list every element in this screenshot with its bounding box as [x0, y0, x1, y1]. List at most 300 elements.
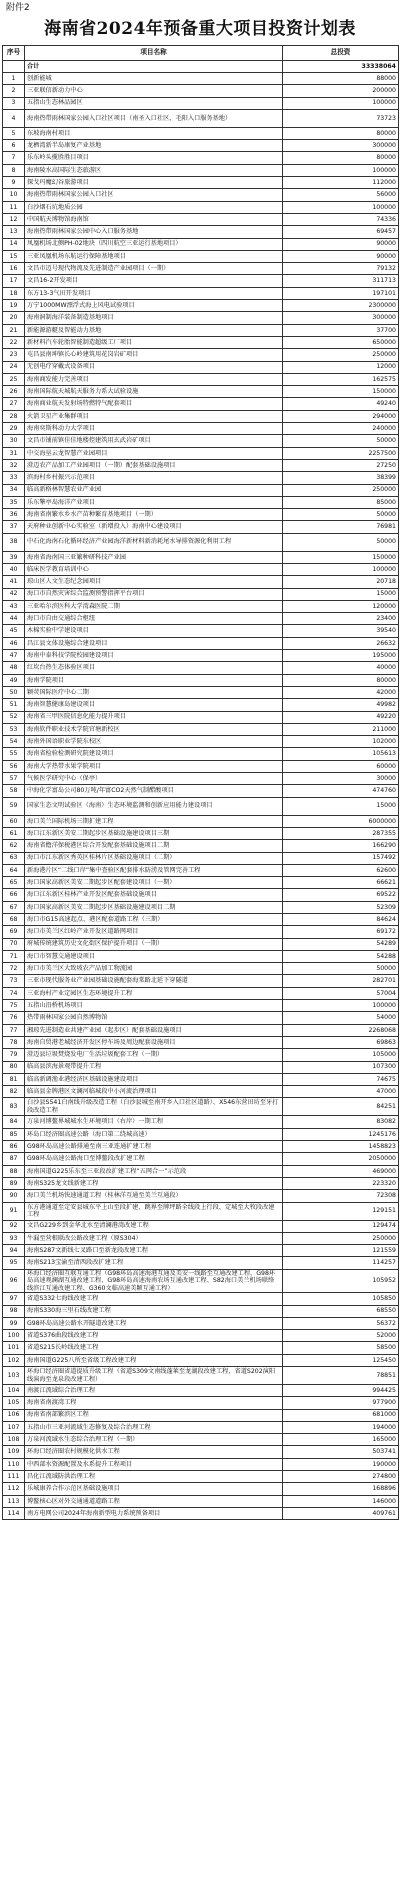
row-amount-cell: 60000 [283, 760, 399, 772]
table-row [3, 447, 399, 459]
table-row [3, 238, 399, 250]
row-index-cell: 50 [3, 686, 25, 698]
row-amount-cell: 250000 [283, 1232, 399, 1244]
row-amount-cell: 503741 [283, 1446, 399, 1458]
row-index-cell: 100 [3, 1330, 25, 1342]
row-name-cell: 五指山生态林品园区 [25, 97, 283, 109]
row-index-cell: 52 [3, 711, 25, 723]
row-index-cell: 76 [3, 1012, 25, 1024]
table-row [3, 1232, 399, 1244]
row-name-cell: G98环岛高速公路排通至南三亚连通扩建工程 [25, 1141, 283, 1153]
row-name-cell: 牛漏至营根联改公路改建工程（原S304） [25, 1232, 283, 1244]
row-amount-cell: 100000 [283, 164, 399, 176]
row-index-cell: 58 [3, 785, 25, 797]
table-row [3, 901, 399, 913]
table-row [3, 852, 399, 864]
row-amount-cell: 26632 [283, 637, 399, 649]
row-amount-cell: 681000 [283, 1409, 399, 1421]
table-row [3, 1471, 399, 1483]
table-row [3, 1458, 399, 1470]
page-title: 海南省2024年预备重大项目投资计划表 [44, 19, 356, 39]
row-amount-cell: 84624 [283, 914, 399, 926]
row-index-cell: 45 [3, 625, 25, 637]
row-name-cell: 海南商业航天发射场特燃特气配套项目 [25, 398, 283, 410]
row-amount-cell: 54288 [283, 950, 399, 962]
row-name-cell: 海口美兰机场快速通道工程（桂林洋互通至美兰互通段） [25, 1190, 283, 1202]
row-amount-cell: 474760 [283, 785, 399, 797]
row-name-cell: 中海化学富岛公司80万吨/年富CO2天然气制醋酸项目 [25, 785, 283, 797]
row-name-cell: 海口市智慧交通建设项目 [25, 950, 283, 962]
row-name-cell: 东坡海南村项目 [25, 127, 283, 139]
table-row [3, 521, 399, 533]
row-index-cell: 70 [3, 938, 25, 950]
table-row [3, 177, 399, 189]
row-index-cell: 111 [3, 1471, 25, 1483]
row-name-cell: 中石化海南石化循环经济产业园海洋新材料新消耗尾水导排资源化利用工程 [25, 533, 283, 551]
row-amount-cell: 90000 [283, 238, 399, 250]
table-row [3, 1098, 399, 1116]
table-row [3, 1141, 399, 1153]
row-amount-cell: 66621 [283, 877, 399, 889]
row-name-cell: 滨海村乡村振兴示范项目 [25, 472, 283, 484]
row-name-cell: 海口江东新区桂林产业开发区配套基础设施项目 [25, 889, 283, 901]
row-index-cell: 83 [3, 1098, 25, 1116]
row-name-cell: 文昌G229乡到金华北水至清澜港湾改建工程 [25, 1220, 283, 1232]
row-index-cell: 99 [3, 1317, 25, 1329]
row-index-cell: 48 [3, 662, 25, 674]
row-index-cell: 80 [3, 1061, 25, 1073]
row-name-cell: 海口市自然灾害综合监测预警指挥平台项目 [25, 588, 283, 600]
row-index-cell: 47 [3, 650, 25, 662]
table-row [3, 226, 399, 238]
table-row [3, 1073, 399, 1085]
table-row [3, 914, 399, 926]
row-amount-cell: 54289 [283, 938, 399, 950]
row-index-cell: 91 [3, 1202, 25, 1220]
row-amount-cell: 195000 [283, 650, 399, 662]
total-index-cell [3, 61, 25, 73]
table-row [3, 1153, 399, 1165]
row-amount-cell: 37700 [283, 324, 399, 336]
row-name-cell: 临高县金牌港区文澜河临城段中小河流治理项目 [25, 1086, 283, 1098]
table-row [3, 963, 399, 975]
row-index-cell: 69 [3, 926, 25, 938]
table-row [3, 164, 399, 176]
row-index-cell: 30 [3, 435, 25, 447]
row-amount-cell: 15000 [283, 588, 399, 600]
column-header-name: 项目名称 [25, 46, 283, 61]
table-row [3, 926, 399, 938]
row-index-cell: 32 [3, 459, 25, 471]
table-row [3, 398, 399, 410]
row-name-cell: 湘琼先进制造业共建产业园（起步区）配套基础设施项目 [25, 1024, 283, 1036]
table-row [3, 827, 399, 839]
table-row [3, 1036, 399, 1048]
row-amount-cell: 409761 [283, 1507, 399, 1519]
table-row [3, 576, 399, 588]
row-index-cell: 94 [3, 1245, 25, 1257]
table-row [3, 699, 399, 711]
row-amount-cell: 74336 [283, 213, 399, 225]
row-name-cell: 海南S287文新线七叉路口至新龙段改建工程 [25, 1245, 283, 1257]
row-amount-cell: 100000 [283, 1000, 399, 1012]
row-index-cell: 24 [3, 361, 25, 373]
row-name-cell: 海口市美兰区红岭产业开发区道路网项目 [25, 926, 283, 938]
table-row [3, 1409, 399, 1421]
row-amount-cell: 166290 [283, 840, 399, 852]
row-amount-cell: 90000 [283, 250, 399, 262]
row-name-cell: 海南热带雨林国家公园入口社区 [25, 189, 283, 201]
table-row [3, 1495, 399, 1507]
row-name-cell: 三亚凤凰机场东航运行保障基地项目 [25, 250, 283, 262]
row-amount-cell: 250000 [283, 349, 399, 361]
row-amount-cell: 84251 [283, 1098, 399, 1116]
row-amount-cell: 114257 [283, 1257, 399, 1269]
row-amount-cell: 23400 [283, 613, 399, 625]
row-name-cell: 环海口经济圈互联互通工程（G98环岛高速海港互通及美安一线路至互通改建工程、G98环岛高速观澜湖互通改建工程、G98环岛高速海南农场互通改建工程、S82海口美兰机场联络线滨江互通改建工程、G360文临高速美颖互通工程） [25, 1269, 283, 1293]
row-amount-cell: 294000 [283, 410, 399, 422]
row-index-cell: 21 [3, 324, 25, 336]
row-index-cell: 68 [3, 914, 25, 926]
row-index-cell: 108 [3, 1434, 25, 1446]
table-row [3, 275, 399, 287]
row-index-cell: 9 [3, 177, 25, 189]
table-row [3, 1257, 399, 1269]
row-index-cell: 42 [3, 588, 25, 600]
table-row [3, 410, 399, 422]
row-amount-cell: 47000 [283, 1086, 399, 1098]
row-name-cell: 海南S330海三里石线改建工程 [25, 1305, 283, 1317]
row-index-cell: 2 [3, 85, 25, 97]
row-index-cell: 29 [3, 423, 25, 435]
row-amount-cell: 129151 [283, 1202, 399, 1220]
row-index-cell: 97 [3, 1293, 25, 1305]
row-index-cell: 85 [3, 1128, 25, 1140]
table-row [3, 1421, 399, 1433]
row-name-cell: G98环岛高速公路水开隧道改建工程 [25, 1317, 283, 1329]
row-name-cell: 海南省三甲医院信息化能力提升项目 [25, 711, 283, 723]
row-name-cell: 五指山市三亚河流域生态修复及综合治理工程 [25, 1421, 283, 1433]
row-index-cell: 101 [3, 1342, 25, 1354]
row-index-cell: 62 [3, 840, 25, 852]
row-amount-cell: 78851 [283, 1367, 399, 1385]
row-index-cell: 10 [3, 189, 25, 201]
row-amount-cell: 190000 [283, 1458, 399, 1470]
row-amount-cell: 42000 [283, 686, 399, 698]
table-row [3, 1128, 399, 1140]
row-name-cell: 海南省南部繁滨区工程 [25, 1409, 283, 1421]
row-amount-cell: 56000 [283, 189, 399, 201]
row-name-cell: 国家生态文明试验区（海南）生态环境监测和创新应用能力建设项目 [25, 797, 283, 815]
row-name-cell: 五指山沿桥机场项目 [25, 1000, 283, 1012]
row-index-cell: 59 [3, 797, 25, 815]
row-amount-cell: 162575 [283, 373, 399, 385]
row-index-cell: 18 [3, 287, 25, 299]
row-index-cell: 13 [3, 226, 25, 238]
row-index-cell: 114 [3, 1507, 25, 1519]
table-row [3, 987, 399, 999]
table-row [3, 686, 399, 698]
table-row [3, 975, 399, 987]
row-index-cell: 12 [3, 213, 25, 225]
row-amount-cell: 49240 [283, 398, 399, 410]
row-amount-cell: 469000 [283, 1165, 399, 1177]
project-table [2, 45, 399, 1520]
row-index-cell: 33 [3, 472, 25, 484]
table-row [3, 773, 399, 785]
row-amount-cell: 129474 [283, 1220, 399, 1232]
row-amount-cell: 20718 [283, 576, 399, 588]
row-amount-cell: 85000 [283, 496, 399, 508]
table-row [3, 600, 399, 612]
row-amount-cell: 73723 [283, 109, 399, 127]
row-name-cell: 乐东岭头揽胜胜目项目 [25, 152, 283, 164]
row-amount-cell: 74675 [283, 1073, 399, 1085]
table-row [3, 736, 399, 748]
row-name-cell: 临床医学教育培训中心 [25, 563, 283, 575]
row-index-cell: 43 [3, 600, 25, 612]
row-name-cell: 环海口经济圈省道提质升级工程（省道S309文南线蓬莱至龙湖段改建工程、省道S202演阳线演海至龙泉段改建工程） [25, 1367, 283, 1385]
row-amount-cell: 282701 [283, 975, 399, 987]
row-name-cell: 临高县滨海景观带提升工程 [25, 1061, 283, 1073]
row-index-cell: 66 [3, 889, 25, 901]
row-index-cell: 105 [3, 1397, 25, 1409]
row-index-cell: 56 [3, 760, 25, 772]
row-name-cell: 海口江东新区美安二期起步区基础设施建设项目三期 [25, 827, 283, 839]
row-name-cell: 中国航天博物馆海南馆 [25, 213, 283, 225]
total-label-cell: 合计 [25, 61, 283, 73]
row-name-cell: 海南商发能力完善项目 [25, 373, 283, 385]
table-row [3, 152, 399, 164]
row-index-cell: 106 [3, 1409, 25, 1421]
row-name-cell: 屯昌县南坤镇长心岭建筑用花岗岩矿项目 [25, 349, 283, 361]
row-amount-cell: 79132 [283, 263, 399, 275]
table-row [3, 797, 399, 815]
row-name-cell: 省道S215长岭线改建工程 [25, 1342, 283, 1354]
row-index-cell: 73 [3, 975, 25, 987]
row-amount-cell: 157492 [283, 852, 399, 864]
table-row [3, 625, 399, 637]
row-name-cell: 海南国道G225乐东至三亚段改扩建工程“五网合一”示范段 [25, 1165, 283, 1177]
row-index-cell: 61 [3, 827, 25, 839]
row-name-cell: 海口美兰国际机场三期扩建工程 [25, 815, 283, 827]
row-amount-cell: 56372 [283, 1317, 399, 1329]
row-amount-cell: 211000 [283, 723, 399, 735]
row-index-cell: 102 [3, 1354, 25, 1366]
row-amount-cell: 274800 [283, 1471, 399, 1483]
row-index-cell: 53 [3, 723, 25, 735]
table-row [3, 336, 399, 348]
row-name-cell: 澄迈农产品加工产业园项目（一期）配套基础设施项目 [25, 459, 283, 471]
row-name-cell: 海南中泰科技学院校园建设项目 [25, 650, 283, 662]
row-index-cell: 1 [3, 73, 25, 85]
row-amount-cell: 102000 [283, 736, 399, 748]
row-name-cell: 海南智慧健康岛建设项目 [25, 699, 283, 711]
row-amount-cell: 57004 [283, 987, 399, 999]
row-amount-cell: 150000 [283, 551, 399, 563]
row-index-cell: 8 [3, 164, 25, 176]
row-amount-cell: 2050000 [283, 1153, 399, 1165]
row-index-cell: 82 [3, 1086, 25, 1098]
row-name-cell: 海南S213宝渝至清西段改扩建工程 [25, 1257, 283, 1269]
table-row [3, 509, 399, 521]
table-row [3, 140, 399, 152]
row-name-cell: 文昌市迈号现代物流及先进制造产业园项目（一期） [25, 263, 283, 275]
table-row [3, 1342, 399, 1354]
table-row [3, 1385, 399, 1397]
table-row [3, 189, 399, 201]
row-amount-cell: 107300 [283, 1061, 399, 1073]
table-row [3, 201, 399, 213]
table-row [3, 748, 399, 760]
row-amount-cell: 30000 [283, 773, 399, 785]
row-index-cell: 110 [3, 1458, 25, 1470]
row-amount-cell: 100000 [283, 563, 399, 575]
row-name-cell: 海南奕斯科动力大学项目 [25, 423, 283, 435]
table-row [3, 1507, 399, 1519]
row-amount-cell: 105000 [283, 1049, 399, 1061]
row-name-cell: 博鳌核心区对外交通通道道路工程 [25, 1495, 283, 1507]
table-row [3, 1317, 399, 1329]
table-row [3, 97, 399, 109]
row-amount-cell: 650000 [283, 336, 399, 348]
table-row [3, 1202, 399, 1220]
row-amount-cell: 2300000 [283, 300, 399, 312]
row-name-cell: 木棉实验中学建设项目 [25, 625, 283, 637]
row-name-cell: 临高新格林智慧农业产业园 [25, 484, 283, 496]
row-index-cell: 89 [3, 1177, 25, 1189]
row-amount-cell: 88000 [283, 73, 399, 85]
row-index-cell: 93 [3, 1232, 25, 1244]
table-row [3, 613, 399, 625]
row-index-cell: 60 [3, 815, 25, 827]
row-amount-cell: 100000 [283, 201, 399, 213]
row-name-cell: 三亚联信新动力中心 [25, 85, 283, 97]
row-name-cell: 气候医学研究中心（保亭） [25, 773, 283, 785]
row-amount-cell: 62600 [283, 864, 399, 876]
row-name-cell: 海南S325龙文线新建工程 [25, 1177, 283, 1189]
row-amount-cell: 80000 [283, 152, 399, 164]
row-name-cell: 文昌16-2开发项目 [25, 275, 283, 287]
row-amount-cell: 150000 [283, 386, 399, 398]
table-row [3, 1330, 399, 1342]
table-row [3, 785, 399, 797]
row-index-cell: 103 [3, 1367, 25, 1385]
row-name-cell: 澄迈县垃圾焚烧发电厂生活垃圾配套工程（一期） [25, 1049, 283, 1061]
row-index-cell: 98 [3, 1305, 25, 1317]
table-row [3, 263, 399, 275]
row-name-cell: 天府种业创新中心实验室（新增投入）海南中心建设项目 [25, 521, 283, 533]
row-name-cell: 海南陵水高国际生态旅游区 [25, 164, 283, 176]
row-name-cell: 海南省南渡湾工程 [25, 1397, 283, 1409]
row-index-cell: 38 [3, 533, 25, 551]
row-index-cell: 11 [3, 201, 25, 213]
row-index-cell: 49 [3, 674, 25, 686]
row-amount-cell: 80000 [283, 127, 399, 139]
row-amount-cell: 240000 [283, 423, 399, 435]
row-index-cell: 67 [3, 901, 25, 913]
row-amount-cell: 69863 [283, 1036, 399, 1048]
row-name-cell: 中交海垦云龙智慧产业园项目 [25, 447, 283, 459]
attachment-label: 附件2 [6, 3, 30, 13]
row-index-cell: 78 [3, 1036, 25, 1048]
table-row [3, 1190, 399, 1202]
table-row [3, 435, 399, 447]
row-index-cell: 112 [3, 1483, 25, 1495]
row-index-cell: 88 [3, 1165, 25, 1177]
table-row [3, 1269, 399, 1293]
row-name-cell: 海口国家高新区美安二期起步区基础设施建设项目二期 [25, 901, 283, 913]
row-index-cell: 57 [3, 773, 25, 785]
row-index-cell: 5 [3, 127, 25, 139]
table-row [3, 1049, 399, 1061]
row-amount-cell: 38399 [283, 472, 399, 484]
table-row [3, 250, 399, 262]
row-index-cell: 41 [3, 576, 25, 588]
table-row [3, 889, 399, 901]
row-amount-cell: 105613 [283, 748, 399, 760]
table-row [3, 938, 399, 950]
row-amount-cell: 994425 [283, 1385, 399, 1397]
row-name-cell: 万泉河博鳌界城城水生环境项目（右岸）一期工程 [25, 1116, 283, 1128]
row-name-cell: 海口市美兰区大致坡农产品加工物流园 [25, 963, 283, 975]
row-amount-cell: 12000 [283, 361, 399, 373]
row-index-cell: 87 [3, 1153, 25, 1165]
row-index-cell: 84 [3, 1116, 25, 1128]
row-index-cell: 75 [3, 1000, 25, 1012]
table-row [3, 472, 399, 484]
row-name-cell: 乐城康养合作示范区基础设施项目 [25, 1483, 283, 1495]
column-header-total: 总投资 [283, 46, 399, 61]
row-index-cell: 22 [3, 336, 25, 348]
row-amount-cell: 76981 [283, 521, 399, 533]
row-index-cell: 77 [3, 1024, 25, 1036]
table-row [3, 386, 399, 398]
row-name-cell: G98环岛高速公路海口至博鳌段改扩建工程 [25, 1153, 283, 1165]
row-index-cell: 92 [3, 1220, 25, 1232]
table-row [3, 1397, 399, 1409]
row-name-cell: 海南国际航天城航天服务力系大试验设施 [25, 386, 283, 398]
row-name-cell: 颖荧国际医疗中心二期 [25, 686, 283, 698]
row-index-cell: 34 [3, 484, 25, 496]
row-amount-cell: 69172 [283, 926, 399, 938]
row-amount-cell: 300000 [283, 140, 399, 152]
row-name-cell: 环海口经济圈农村规模化供水工程 [25, 1446, 283, 1458]
row-name-cell: 无创电疗穿戴式设备项目 [25, 361, 283, 373]
row-amount-cell: 27250 [283, 459, 399, 471]
row-amount-cell: 40000 [283, 662, 399, 674]
table-row [3, 300, 399, 312]
row-name-cell: 南渡江流域综合治理工程 [25, 1385, 283, 1397]
row-index-cell: 16 [3, 263, 25, 275]
table-row [3, 674, 399, 686]
row-index-cell: 14 [3, 238, 25, 250]
row-amount-cell: 39540 [283, 625, 399, 637]
row-name-cell: 东方13-3气田开发项目 [25, 287, 283, 299]
total-row [3, 61, 399, 73]
table-row [3, 760, 399, 772]
row-name-cell: 海南学院项目 [25, 674, 283, 686]
row-index-cell: 15 [3, 250, 25, 262]
table-row [3, 1446, 399, 1458]
row-amount-cell: 72308 [283, 1190, 399, 1202]
row-index-cell: 7 [3, 152, 25, 164]
row-name-cell: 白沙烟石坑地质公园 [25, 201, 283, 213]
row-index-cell: 37 [3, 521, 25, 533]
table-header-row [3, 46, 399, 61]
row-name-cell: 临高新调渔业港经济区基础设施建设项目 [25, 1073, 283, 1085]
table-row [3, 1165, 399, 1177]
